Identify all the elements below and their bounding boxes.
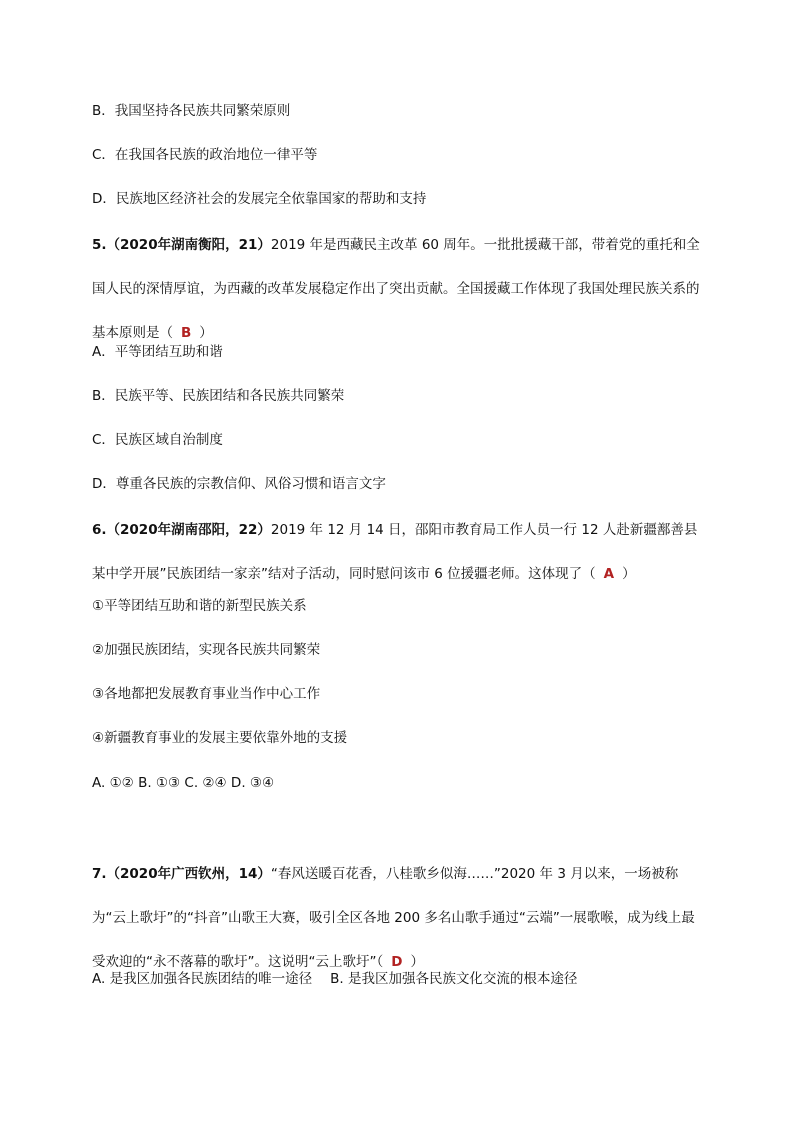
question-7-close: ）: [410, 954, 424, 970]
question-5-option-a: A．平等团结互助和谐: [92, 344, 223, 360]
question-6-text: 2019 年 12 月 14 日，邵阳市教育局工作人员一行 12 人赴新疆鄯善县某中学开展”民族团结一家亲”结对子活动，同时慰问该市 6 位援疆老师。这体现了（: [92, 522, 698, 582]
question-6-item-4: ④新疆教育事业的发展主要依靠外地的支援: [92, 730, 348, 746]
question-7-option-b: B. 是我区加强各民族文化交流的根本途径: [330, 971, 578, 987]
question-6-header: 6.（2020年湖南邵阳，22）: [92, 522, 271, 538]
question-5-text: 2019 年是西藏民主改革 60 周年。一批批援藏干部，带着党的重托和全国人民的深情厚谊，为西藏的改革发展稳定作出了突出贡献。全国援藏工作体现了我国处理民族关系的基本原则是（: [92, 237, 700, 341]
question-5-option-d: D．尊重各民族的宗教信仰、风俗习惯和语言文字: [92, 476, 386, 492]
question-6-item-2: ②加强民族团结，实现各民族共同繁荣: [92, 642, 321, 658]
prev-option-d: D．民族地区经济社会的发展完全依靠国家的帮助和支持: [92, 191, 427, 207]
question-7-option-a: A. 是我区加强各民族团结的唯一途径: [92, 971, 313, 987]
question-5-close: ）: [199, 325, 213, 341]
prev-option-c: C．在我国各民族的政治地位一律平等: [92, 147, 318, 163]
prev-option-b: B．我国坚持各民族共同繁荣原则: [92, 103, 291, 119]
question-5-header: 5.（2020年湖南衡阳，21）: [92, 237, 271, 253]
question-6-stem: [92, 508, 704, 596]
question-6-options: A. ①② B. ①③ C. ②④ D. ③④: [92, 775, 275, 791]
question-5-option-c: C．民族区域自治制度: [92, 432, 223, 448]
question-5-stem: [92, 223, 704, 355]
question-7-options-row: [92, 969, 577, 989]
question-7-header: 7.（2020年广西钦州，14）: [92, 866, 271, 882]
question-6-answer: A: [603, 566, 615, 582]
question-5-answer: B: [181, 325, 192, 341]
question-6-item-1: ①平等团结互助和谐的新型民族关系: [92, 598, 307, 614]
question-7-answer: D: [391, 954, 403, 970]
question-5-option-b: B．民族平等、民族团结和各民族共同繁荣: [92, 388, 345, 404]
question-7-text: “春风送暖百花香，八桂歌乡似海……”2020 年 3 月以来，一场被称为“云上歌圩”的“抖音”山歌王大赛，吸引全区各地 200 多名山歌手通过“云端”一展歌喉，成为线上最受欢迎的“永不落幕的歌圩”。这说明“云上歌圩”（: [92, 866, 695, 970]
question-6-close: ）: [622, 566, 636, 582]
question-6-item-3: ③各地都把发展教育事业当作中心工作: [92, 686, 321, 702]
question-7-stem: [92, 852, 704, 984]
